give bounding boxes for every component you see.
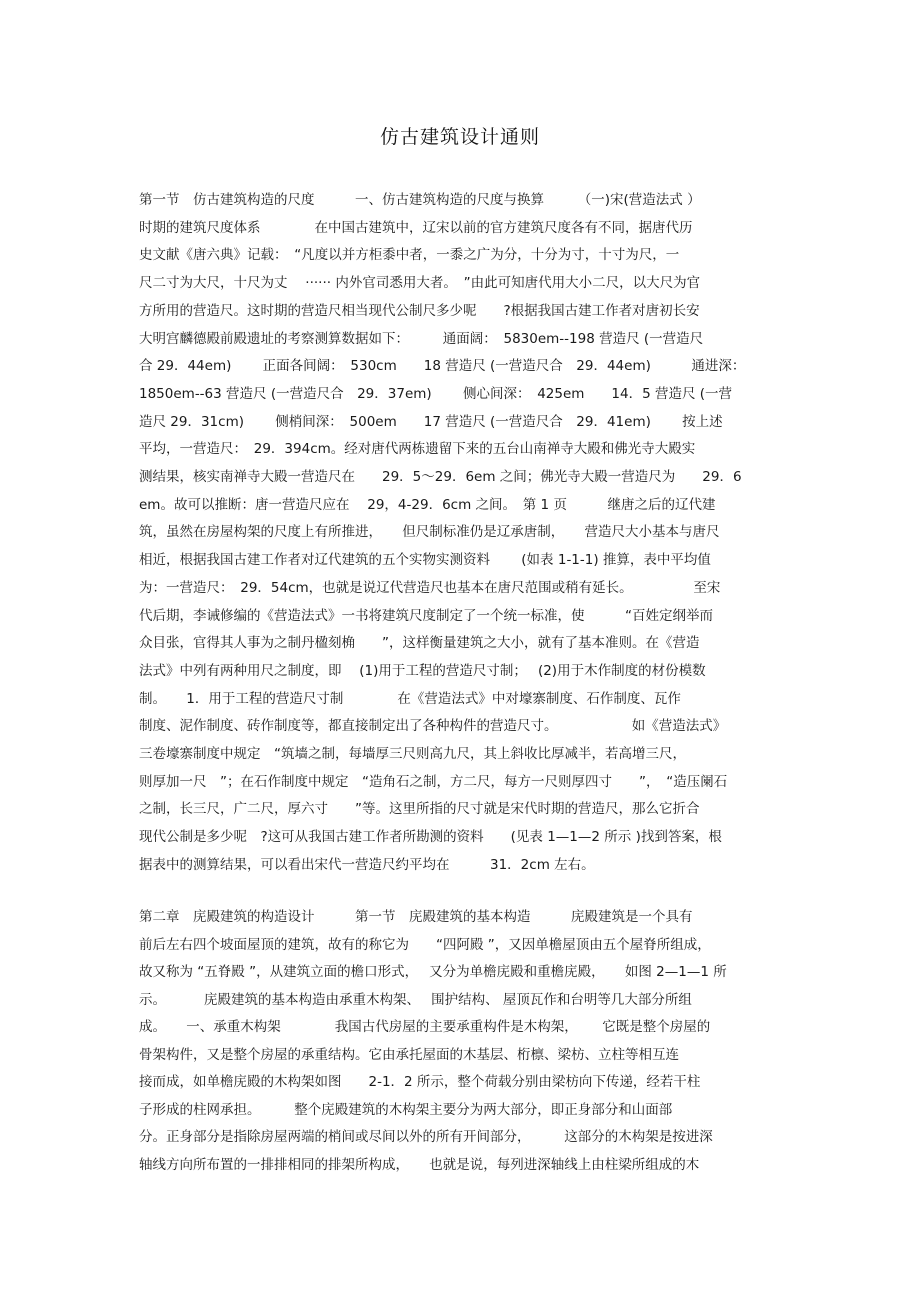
text-line: 接而成，如单檐庑殿的木构架如图 2-1．2 所示，整个荷载分别由梁枋向下传递，经若干柱 bbox=[139, 1074, 701, 1090]
text-line: 轴线方向所布置的一排排相同的排架所构成， 也就是说，每列进深轴线上由柱梁所组成的木 bbox=[139, 1156, 700, 1173]
text-line: 法式》中列有两种用尺之制度，即 (1)用于工程的营造尺寸制； (2)用于木作制度的材份模数 bbox=[139, 662, 706, 679]
text-line: 相近，根据我国古建工作者对辽代建筑的五个实物实测资料 (如表 1-1-1) 推算，表中平均值 bbox=[139, 552, 711, 569]
text-line: 故又称为 “五脊殿 ”，从建筑立面的檐口形式， 又分为单檐庑殿和重檐庑殿， 如图 2—1—1 所 bbox=[139, 964, 727, 980]
text-line: 之制，长三尺，广二尺，厚六寸 ”等。这里所指的尺寸就是宋代时期的营造尺，那么它折合 bbox=[139, 801, 700, 818]
text-line: 示。 庑殿建筑的基本构造由承重木构架、 围护结构、 屋顶瓦作和台明等几大部分所组 bbox=[139, 991, 692, 1008]
text-line: 大明宫麟德殿前殿遗址的考察测算数据如下： 通面阔： 5830em--198 营造尺 (一营造尺 bbox=[139, 330, 704, 347]
text-line: 众目张，官得其人事为之制丹楹刻桷 ”，这样衡量建筑之大小，就有了基本准则。在《营造 bbox=[139, 635, 700, 652]
text-line: 现代公制是多少呢 ?这可从我国古建工作者所勘测的资料 (见表 1—1—2 所示 )找到答案，根 bbox=[139, 829, 722, 846]
text-line: 第二章 庑殿建筑的构造设计 第一节 庑殿建筑的基本构造 庑殿建筑是一个具有 bbox=[139, 909, 693, 925]
text-line: 成。 一、承重木构架 我国古代房屋的主要承重构件是木构架， 它既是整个房屋的 bbox=[139, 1019, 711, 1035]
text-line: 造尺 29．31cm) 侧梢间深： 500em 17 营造尺 (一营造尺合 29．41em) 按上述 bbox=[139, 413, 723, 430]
text-line: 筑，虽然在房屋构架的尺度上有所推进， 但尺制标准仍是辽承唐制， 营造尺大小基本与唐尺 bbox=[139, 524, 720, 541]
text-line: 分。正身部分是指除房屋两端的梢间或尽间以外的所有开间部分， 这部分的木构架是按进深 bbox=[139, 1129, 713, 1145]
text-line: 平均，一营造尺： 29．394cm。经对唐代两栋遗留下来的五台山南禅寺大殿和佛光寺大殿实 bbox=[139, 441, 696, 458]
text-line: 尺二寸为大尺，十尺为丈 ······ 内外官司悉用大者。 ”由此可知唐代用大小二尺，以大尺为官 bbox=[139, 275, 701, 292]
text-line: 制度、泥作制度、砖作制度等，都直接制定出了各种构件的营造尺寸。 如《营造法式》 bbox=[139, 718, 727, 735]
text-line: 据表中的测算结果，可以看出宋代一营造尺约平均在 31．2cm 左右。 bbox=[139, 856, 595, 873]
text-line: em。故可以推断：唐一营造尺应在 29，4-29．6cm 之间。 第 1 页 继唐之后的辽代建 bbox=[139, 496, 716, 513]
text-line: 合 29．44em) 正面各间阔： 530cm 18 营造尺 (一营造尺合 29．44em) 通进深： bbox=[139, 358, 746, 375]
text-line: 时期的建筑尺度体系 在中国古建筑中，辽宋以前的官方建筑尺度各有不同，据唐代历 bbox=[139, 219, 693, 236]
text-line: 骨架构件，又是整个房屋的承重结构。它由承托屋面的木基层、桁檩、梁枋、立柱等相互连 bbox=[139, 1046, 679, 1063]
text-line: 三卷壕寨制度中规定 “筑墙之制，每墙厚三尺则高九尺，其上斜收比厚减半，若高增三尺， bbox=[139, 746, 686, 762]
text-line: 则厚加一尺 ”；在石作制度中规定 “造角石之制，方二尺，每方一尺则厚四寸 ”， “造压阑石 bbox=[139, 773, 728, 790]
text-line: 制。 1．用于工程的营造尺寸制 在《营造法式》中对壕寨制度、石作制度、瓦作 bbox=[139, 690, 681, 707]
text-line: 第一节 仿古建筑构造的尺度 一、仿古建筑构造的尺度与换算 （一)宋(营造法式 ） bbox=[139, 192, 701, 208]
text-line: 为：一营造尺： 29．54cm，也就是说辽代营造尺也基本在唐尺范围或稍有延长。 至宋 bbox=[139, 579, 721, 596]
text-line: 子形成的柱网承担。 整个庑殿建筑的木构架主要分为两大部分，即正身部分和山面部 bbox=[139, 1101, 673, 1118]
text-line: 前后左右四个坡面屋顶的建筑，故有的称它为 “四阿殿 ”，又因单檐屋顶由五个屋脊所组成， bbox=[139, 936, 711, 953]
text-line: 测结果，核实南禅寺大殿一营造尺在 29．5～29．6em 之间；佛光寺大殿一营造尺为 29．6 bbox=[139, 469, 742, 485]
text-line: 方所用的营造尺。这时期的营造尺相当现代公制尺多少呢 ?根据我国古建工作者对唐初长安 bbox=[139, 302, 700, 319]
text-line: 史文献《唐六典》记载： “凡度以并方柜黍中者，一黍之广为分，十分为寸，十寸为尺，一 bbox=[139, 247, 680, 264]
text-line: 1850em--63 营造尺 (一营造尺合 29．37em) 侧心间深： 425em 14．5 营造尺 (一营 bbox=[139, 385, 733, 402]
text-line: 代后期，李诫修编的《营造法式》一书将建筑尺度制定了一个统一标准，使 “百姓定纲举而 bbox=[139, 607, 713, 624]
page-title: 仿古建筑设计通则 bbox=[379, 126, 540, 148]
